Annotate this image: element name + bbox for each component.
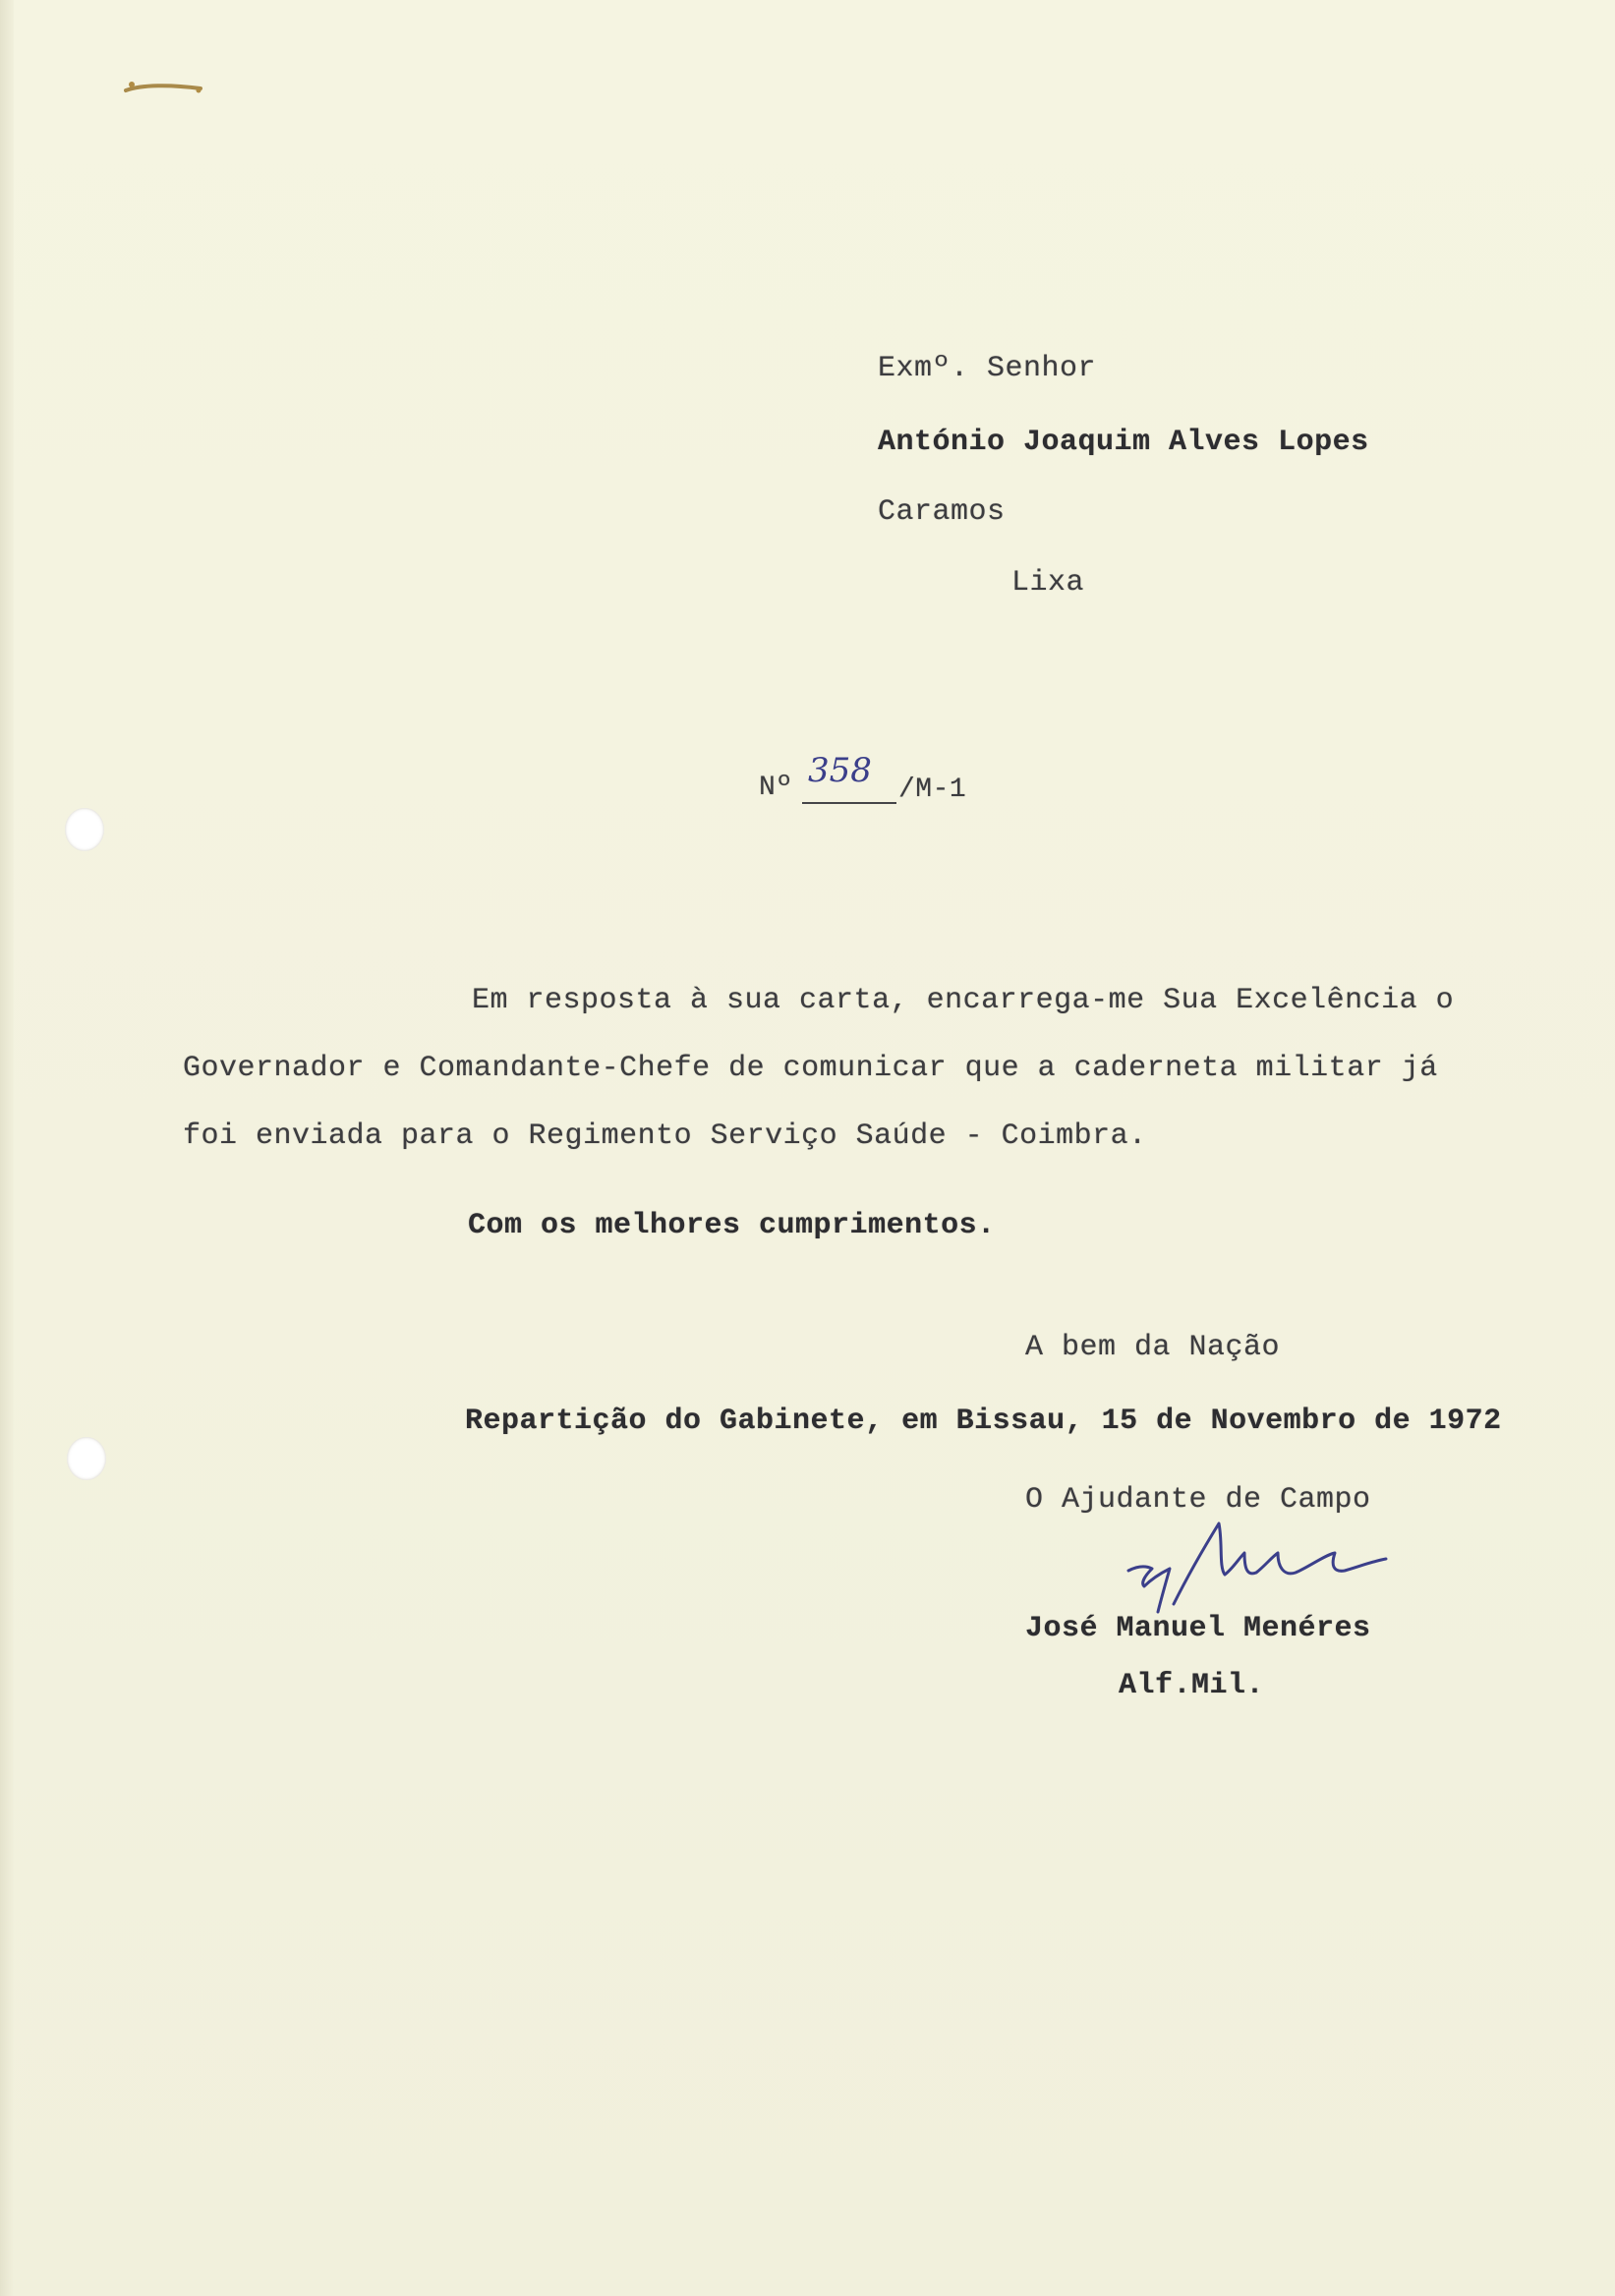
recipient-town: Lixa (1011, 566, 1085, 600)
signatory-name: José Manuel Menéres (1025, 1612, 1371, 1645)
valediction: A bem da Nação (1025, 1331, 1281, 1364)
recipient-name: António Joaquim Alves Lopes (878, 426, 1369, 459)
handwritten-signature (1123, 1514, 1398, 1622)
staple-mark (122, 79, 204, 100)
place-date-line: Repartição do Gabinete, em Bissau, 15 de Novembro de 1972 (465, 1405, 1502, 1438)
reference-suffix: /M-1 (898, 775, 967, 805)
body-line-2: Governador e Comandante-Chefe de comunicar que a caderneta militar já (183, 1052, 1438, 1085)
punch-hole-bottom (67, 1437, 106, 1480)
paper-edge (0, 0, 14, 2296)
body-line-1: Em resposta à sua carta, encarrega-me Sua Excelência o (472, 984, 1455, 1017)
reference-number (759, 751, 1162, 816)
signatory-rank: Alf.Mil. (1119, 1669, 1265, 1702)
reference-underline (802, 802, 896, 804)
signatory-role: O Ajudante de Campo (1025, 1483, 1371, 1517)
reference-handwritten-number: 358 (808, 751, 872, 790)
recipient-locality: Caramos (878, 495, 1006, 529)
reference-prefix: Nº (759, 773, 793, 803)
recipient-salutation: Exmº. Senhor (878, 352, 1097, 385)
closing-greeting: Com os melhores cumprimentos. (468, 1209, 996, 1242)
body-line-3: foi enviada para o Regimento Serviço Saúde - Coimbra. (183, 1119, 1147, 1153)
punch-hole-top (65, 808, 104, 851)
